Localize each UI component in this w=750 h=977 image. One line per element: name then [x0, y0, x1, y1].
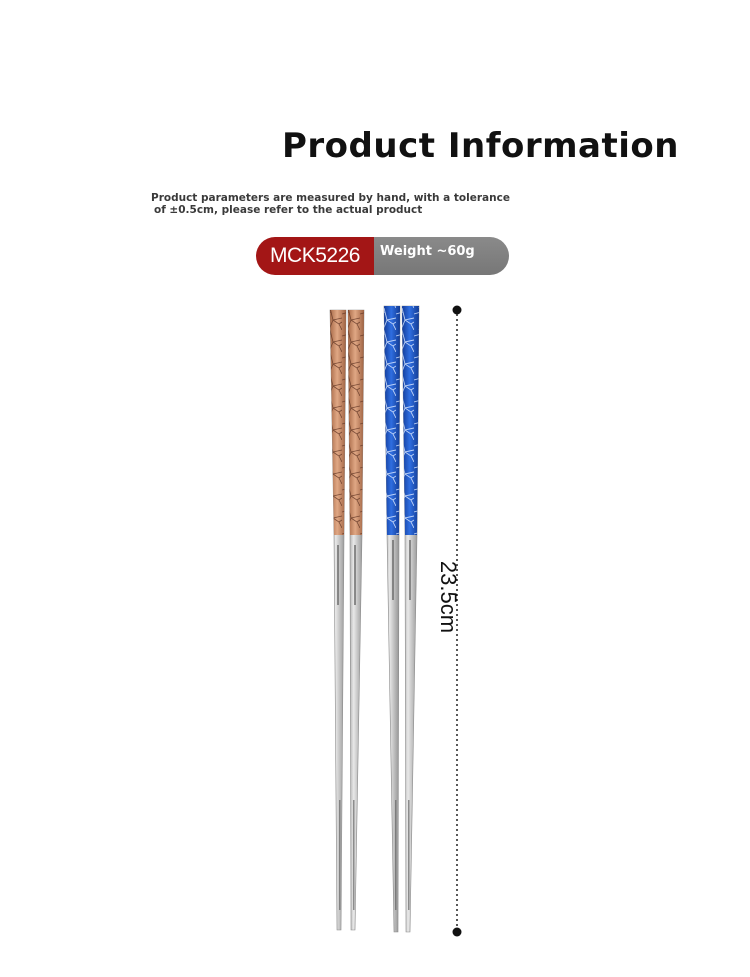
weight-label: Weight ~60g	[380, 244, 475, 259]
chopstick-rose-right	[348, 310, 364, 930]
engraving-marks	[337, 540, 411, 910]
chopstick-blue-left	[384, 306, 400, 932]
note-line-1: Product parameters are measured by hand, with a tolerance	[151, 192, 510, 204]
model-number: MCK5226	[256, 237, 374, 275]
length-label: 23.5cm	[436, 560, 461, 634]
page-title: Product Information	[282, 126, 679, 166]
chopstick-rose-left	[330, 310, 346, 930]
chopstick-blue-right	[402, 306, 419, 932]
note-line-2: of ±0.5cm, please refer to the actual product	[154, 204, 423, 216]
